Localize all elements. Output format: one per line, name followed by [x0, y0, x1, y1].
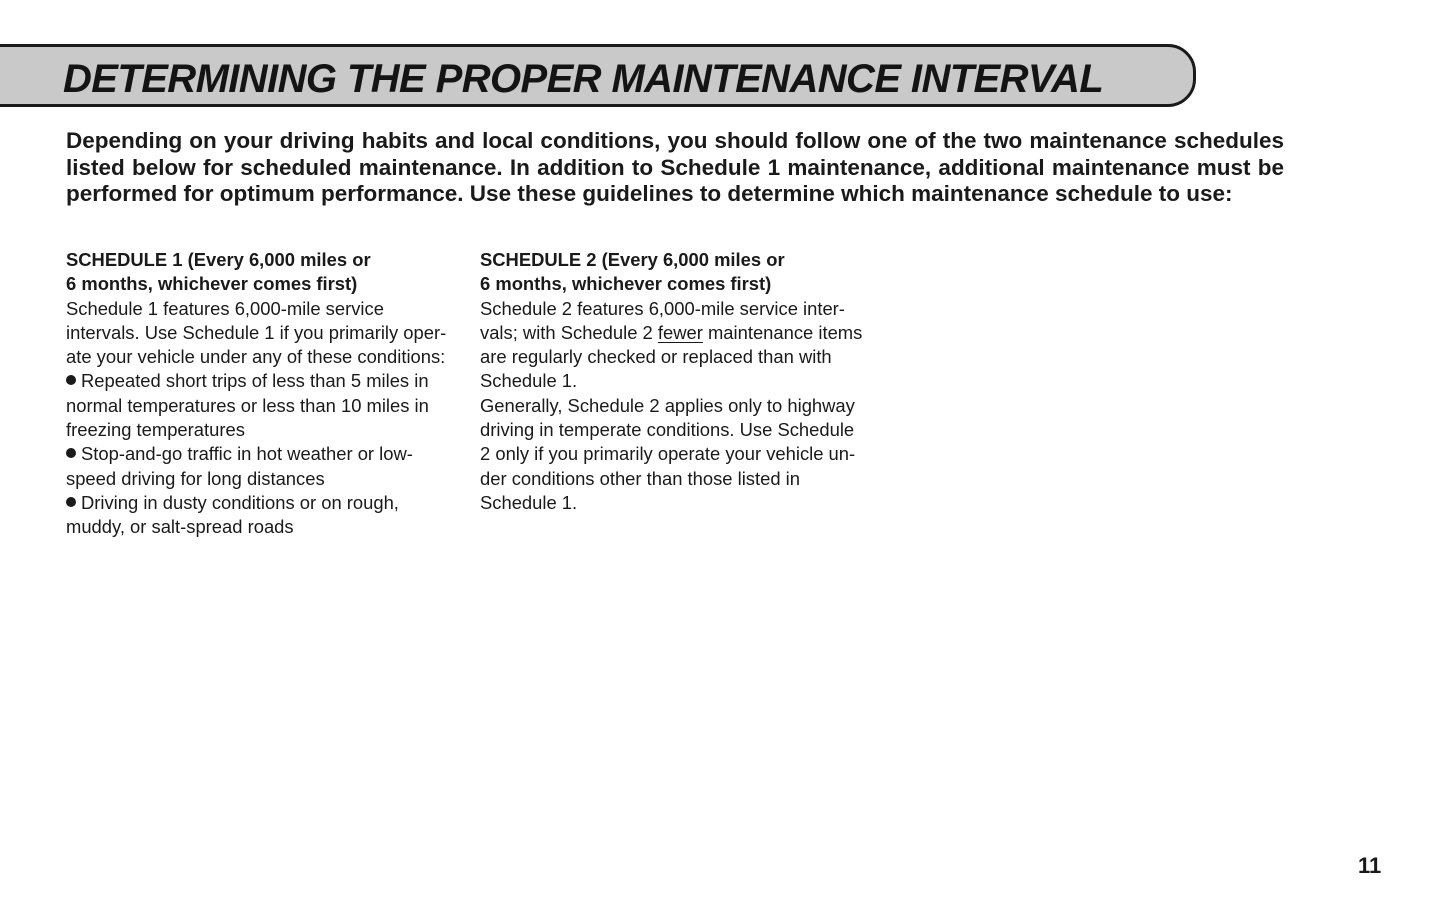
schedule-2-body [480, 297, 880, 516]
bullet-item [66, 491, 466, 515]
bullet-text: muddy, or salt-spread roads [66, 516, 294, 538]
bullet-text: Driving in dusty conditions or on rough, [81, 491, 399, 513]
schedule-2-body-line: Schedule 2 features 6,000-mile service inter- [480, 297, 845, 319]
bullet-item [66, 442, 466, 466]
bullet-icon [66, 448, 76, 458]
schedule-1-body-line: Schedule 1 features 6,000-mile service [66, 297, 384, 319]
bullet-text: Stop-and-go traffic in hot weather or low- [81, 443, 413, 465]
schedule-2-body-line: Generally, Schedule 2 applies only to highway [480, 394, 855, 416]
bullet-icon [66, 375, 76, 385]
schedule-2-heading-line-1: SCHEDULE 2 (Every 6,000 miles or [480, 249, 785, 270]
bullet-text: normal temperatures or less than 10 miles in [66, 394, 429, 416]
bullet-text: speed driving for long distances [66, 467, 325, 489]
schedule-1-body-line: ate your vehicle under any of these conditions: [66, 346, 446, 368]
bullet-icon [66, 497, 76, 507]
page-title: DETERMINING THE PROPER MAINTENANCE INTERVAL [63, 57, 1104, 101]
schedule-2-column [480, 248, 880, 515]
fewer-emphasis: fewer [657, 321, 703, 343]
schedule-1-heading-line-2: 6 months, whichever comes first) [66, 273, 358, 295]
schedule-2-text: vals; with Schedule 2 [480, 321, 658, 343]
bullet-text: freezing temperatures [66, 419, 245, 441]
schedule-1-body-line: intervals. Use Schedule 1 if you primarily oper- [66, 321, 447, 343]
schedule-2-heading-line-2: 6 months, whichever comes first) [480, 273, 772, 295]
schedule-1-body [66, 297, 466, 540]
schedule-2-body-line: 2 only if you primarily operate your vehicle un- [480, 443, 856, 465]
schedule-2-body-line [480, 321, 880, 345]
intro-paragraph: Depending on your driving habits and local conditions, you should follow one of the two maintenance schedules listed below for scheduled maintenance. In addition to Schedule 1 maintenance, additional maintenance must be performed for optimum performance. Use these guidelines to determine which maintenance schedule to use: [66, 128, 1284, 206]
schedule-2-body-line: driving in temperate conditions. Use Schedule [480, 419, 855, 441]
schedule-2-text: maintenance items [702, 321, 863, 343]
bullet-text: Repeated short trips of less than 5 miles in [81, 370, 429, 392]
schedule-2-body-line: are regularly checked or replaced than with [480, 346, 832, 368]
schedule-1-column [66, 248, 466, 540]
schedule-1-heading-line-1: SCHEDULE 1 (Every 6,000 miles or [66, 249, 371, 270]
bullet-item [66, 369, 466, 393]
schedule-2-body-line: der conditions other than those listed in [480, 467, 800, 489]
page-number: 11 [1358, 853, 1382, 878]
schedule-2-body-line: Schedule 1. [480, 370, 578, 392]
schedule-2-body-line: Schedule 1. [480, 491, 578, 513]
